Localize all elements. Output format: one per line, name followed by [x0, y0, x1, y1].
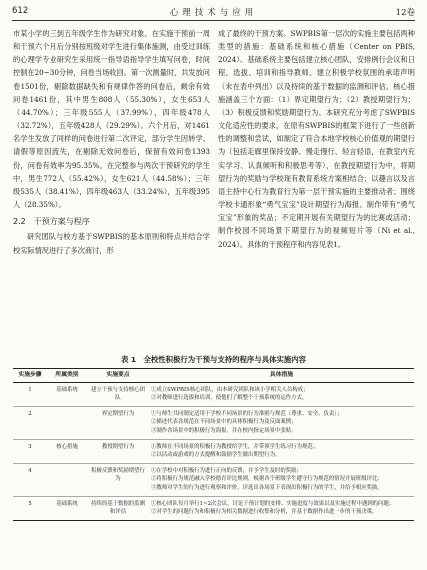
page-number: 612 [12, 6, 29, 16]
cell-step: 1 [13, 382, 47, 406]
intervention-paragraph: 成了最终的干预方案。SWPBIS第一层次的实施主要包括两种类型的措施：基础系统和核心措施（Center on PBIS, 2024）。基础系统主要包括建立核心团队，安排例行会议和日程，选拔、培训和指导教师、建立积极学校氛围的承诺声明（未在表中列出）以及持续的基于数据的监测和评估。核心措施涵盖三个方面：（1）界定期望行为；（2）教授期望行为；（3）积极反馈和奖励期望行为。本研究充分考虑了SWPBIS文化适应性的要求，在原有SWPBIS的框架下进行了一些创新性的调整和尝试，如制定了符合本地学校核心价值观的期望行为（包括走廊里保持安静、慢走慢行、轻言轻语，在教室内充实学习、认真倾听和积极思考等），在教授期望行为中，将期望行为的奖励与学校现有教育系统方案相结合；以趣言以及言语主持中心行为教育行为第一层干预实施的主要推动者；围绕学校卡通形象“勇气宝宝”设计期望行为海报、制作带有“勇气宝宝”形象的奖品；不定期开展有关期望行为的比赛或活动；制作校园不同场景下期望行为的视频短片等（Ni et al., 2024）。具体的干预程序和内容见表1。 [218, 29, 415, 249]
measure-item: ①教师在不同场景的积极行为教授给学生，并带领学生练习行为规范； [151, 443, 319, 450]
header-step: 实施步骤 [13, 369, 47, 383]
cell-measures [149, 496, 414, 520]
cell-point: 积极反馈和奖励期望行为 [87, 463, 149, 496]
cell-point: 界定期望行为 [87, 406, 149, 439]
measure-item: ③制作各场景中的积极行为海报，并在校内指定场景中张贴。 [151, 427, 297, 434]
volume-label: 12卷 [395, 8, 415, 18]
measure-item: ①核心团队每月举行1~2次会议，讨论干预计划的安排、实施进度与效果以及实施过程中遇到的问题； [151, 500, 395, 507]
table-row [13, 439, 414, 463]
measure-item: ①在学校中对积极行为进行正向的反馈，并予学生及时的奖励； [151, 467, 302, 474]
measure-item: ③教师对学生的行为进行观察和评价，评选出各场景下表现出积极行为的学生，并给予相应奖励。 [151, 484, 383, 491]
cell-point: 持续的基于数据的监测和评估 [87, 496, 149, 520]
cell-category [47, 463, 87, 496]
measure-item: ②以活动或游戏的方式提醒和鼓励学生做出期望行为。 [151, 452, 281, 459]
header-point: 实施要点 [87, 369, 149, 383]
cell-point: 建立干预与支持核心团队 [87, 382, 149, 406]
table-header-row [13, 369, 414, 383]
cell-step: 5 [13, 496, 47, 520]
left-column [13, 27, 210, 350]
table-row [13, 463, 414, 496]
cell-step: 3 [13, 439, 47, 463]
cell-measures [149, 439, 414, 463]
cell-measures [149, 382, 414, 406]
participants-paragraph: 市某小学的三到五年级学生作为研究对象。在实施干预前一周和干预六个月后分别按班级对学生进行集体施测，由受过训练的心理学专业研究生采用统一指导语指导学生填写问卷，时间控制在20~30分钟，问卷当场收回。第一次测量时，共发放问卷1501份，剔除数据缺失和有规律作答的问卷后，剩余有效问卷1461份，其中男生808人（55.30%），女生653人（44.70%）；三年级555人（37.99%），四年级478人（32.72%），五年级428人（29.29%）。六个月后，对1461名学生发放了同样的问卷进行第二次评定，部分学生因转学、请假等原因流失，在剔除无效问卷后，保留有效问卷1393份，问卷有效率为95.35%。在完整参与两次干预研究的学生中，男生772人（55.42%），女生621人（44.58%）；三年级535人（38.41%），四年级463人（33.24%），五年级395人（28.35%）。 [13, 29, 210, 210]
cell-category: 基础系统 [47, 496, 87, 520]
cell-step: 2 [13, 406, 47, 439]
procedure-paragraph: 研究团队与校方基于SWPBIS的基本原则和特点并结合学校实际情况进行了多次商讨，形 [13, 232, 210, 255]
cell-step: 4 [13, 463, 47, 496]
running-header [12, 6, 415, 20]
measure-item: ①与师生共同制定适用于学校不同场景的行为准则与规范（尊重、安全、负责）； [151, 410, 343, 417]
cell-category [47, 406, 87, 439]
cell-measures [149, 463, 414, 496]
measure-item: ①成立SWPBIS核心团队，由本研究团队和该小学相关人员构成； [151, 386, 309, 393]
table-row [13, 382, 414, 406]
table-row [13, 496, 414, 520]
table-caption: 表 1 全校性积极行为干预与支持的程序与具体实施内容 [120, 355, 307, 364]
measure-item: ②对教师进行选拔和培训，使他们了解整个干预系统的运作方式。 [151, 395, 308, 402]
measure-item: ②描述代表各规范在不同场景中的具体积极行为及反面案例； [151, 419, 297, 426]
intervention-table [13, 368, 414, 521]
header-category: 所属类别 [47, 369, 87, 383]
right-column [218, 27, 415, 350]
header-measures: 具体措施 [149, 369, 414, 383]
section-heading: 2.2 干预方案与程序 [13, 217, 90, 227]
table-row [13, 406, 414, 439]
cell-measures [149, 406, 414, 439]
journal-title: 心理技术与应用 [169, 8, 258, 18]
cell-category: 核心措施 [47, 439, 87, 463]
cell-point: 教授期望行为 [87, 439, 149, 463]
header-rule [12, 20, 415, 21]
cell-category: 基础系统 [47, 382, 87, 406]
measure-item: ②将积极行为规范融入学校德育评比规则，根据各个班级学生遵守行为规范的情况开展班级评比； [151, 476, 383, 483]
measure-item: ②对学生的问题行为和积极行为相关数据进行收集和分析，并基于数据作出进一步的干预决策。 [151, 509, 378, 516]
